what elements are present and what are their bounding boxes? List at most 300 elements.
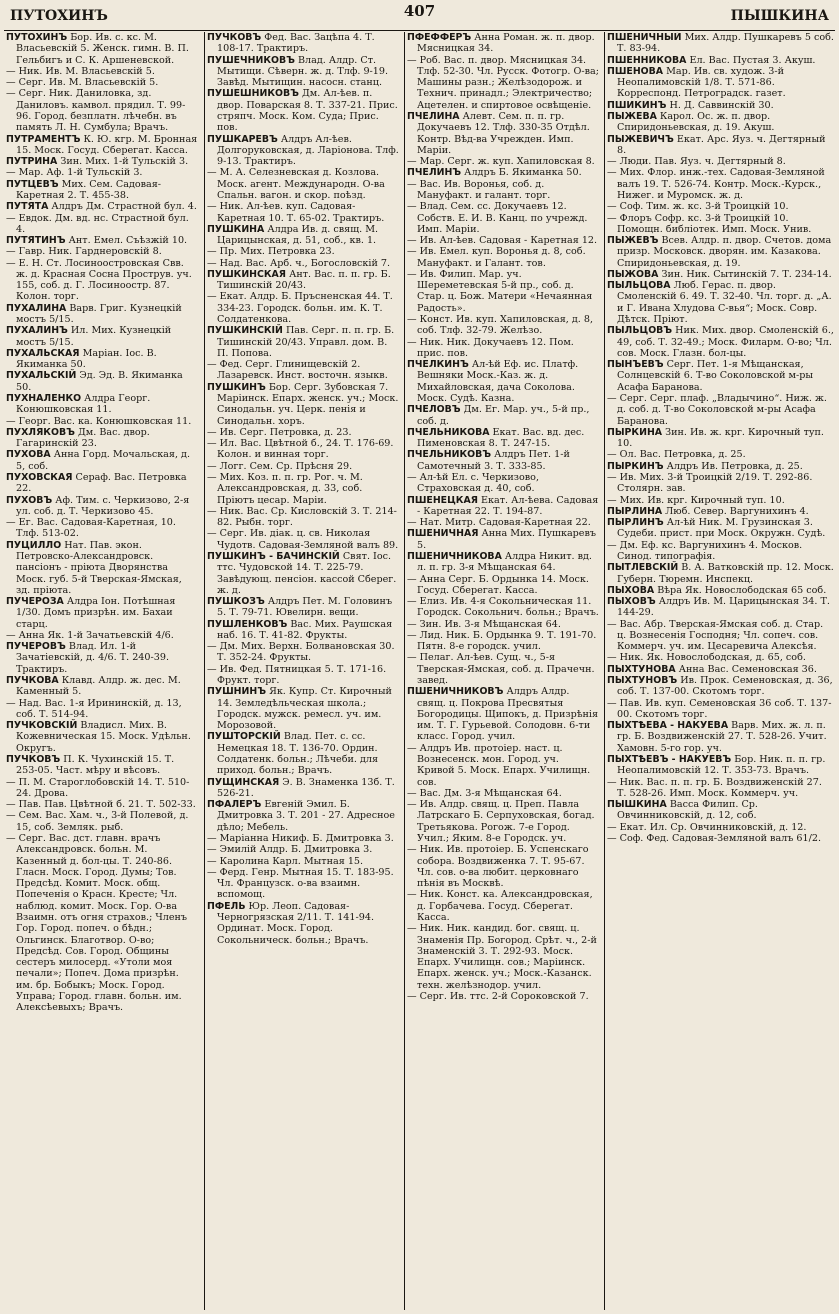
entry-text: — Ник. Конст. ка. Александровская, д. Горбачева. Госуд. Сберегат. Касса. — [407, 889, 593, 923]
entry-surname: ПУТРИНА — [6, 156, 58, 168]
entry-text: — Над. Вас. Арб. ч., Богословскій 7. — [207, 257, 391, 269]
entry-surname: ПШЕНИЧНЫЙ — [607, 32, 682, 43]
directory-entry — [405, 269, 601, 314]
directory-entry — [405, 55, 601, 111]
directory-entry — [405, 359, 601, 404]
entry-text: — Каролина Карл. Мытная 15. — [207, 855, 364, 867]
entry-surname: ПУХАЛЬСКАЯ — [6, 347, 80, 359]
entry-text: Фед. Вас. Зацѣпа 4. Т. 108-17. Трактиръ. — [217, 32, 375, 55]
directory-entry — [605, 201, 836, 212]
entry-surname: ПЫЛЬЦОВЪ — [607, 325, 673, 337]
entry-surname: ПЫШКИНА — [607, 799, 667, 811]
entry-text: Ал-ѣй Еф. ис. Платф. Вешняки Моск.-Каз. ж. д. Михайловская, дача Соколова. Моск. Судѣ. Казна. — [417, 359, 579, 404]
directory-entry — [605, 777, 836, 800]
entry-text: Ел. Вас. Пустая 3. Акуш. — [686, 54, 816, 66]
entry-text: Анна Мих. Пушкаревъ 5. — [417, 528, 596, 551]
entry-text: Алдръ Ив. М. Царицынская 34. Т. 144-29. — [617, 596, 830, 619]
entry-text: — Мар. Серг. ж. куп. Хапиловская 8. — [407, 156, 595, 168]
entry-text: Маріан. Іос. В. Якиманка 50. — [16, 347, 157, 371]
directory-entry — [405, 686, 601, 742]
directory-entry — [605, 833, 836, 844]
entry-text: — Серг. Ив. М. Власьевскій 5. — [6, 77, 159, 89]
directory-entry — [205, 291, 401, 325]
entry-text: Юр. Леоп. Садовая-Черногрязская 2/11. Т. 141-94. Ординат. Моск. Город. Сокольническ. больн.; Врачъ. — [217, 900, 374, 946]
entry-text: Алдръ Дм. Страстной бул. 4. — [48, 201, 197, 213]
directory-entry — [4, 77, 200, 88]
entry-text: Эд. Эд. В. Якиманка 50. — [16, 370, 183, 393]
entry-text: — Дм. Мих. Верхн. Болвановская 30. Т. 352-24. Фрукты. — [207, 641, 395, 664]
directory-entry — [405, 314, 601, 337]
entry-text: Алдра Георг. Конюшковская 11. — [16, 393, 151, 416]
header-rule — [4, 30, 835, 31]
entry-text: Як. Купр. Ст. Кирочный 14. Земледѣльческая школа.; Городск. мужск. ремесл. уч. им. Морозовой. — [217, 686, 392, 732]
directory-entry — [205, 382, 401, 427]
directory-entry — [605, 698, 836, 721]
entry-surname: ПШЕНЕЦКАЯ — [407, 494, 478, 506]
directory-entry — [405, 111, 601, 156]
directory-entry — [405, 551, 601, 574]
entry-text: Сераф. Вас. Петровка 22. — [16, 471, 187, 495]
entry-text: Дм. Ег. Мар. уч., 5-й пр., соб. д. — [417, 404, 590, 427]
entry-text: — Ив. Серг. Петровка, д. 23. — [207, 426, 352, 438]
directory-entry — [4, 235, 200, 246]
entry-text: Алдръ Б. Якиманка 50. — [461, 167, 582, 179]
directory-entry — [4, 393, 200, 416]
directory-entry — [605, 32, 836, 55]
entry-surname: ПЫЖОВА — [607, 268, 659, 280]
directory-entry — [205, 258, 401, 269]
entry-surname: ПЫХОВА — [607, 584, 655, 596]
entry-surname: ПУЧЕРОВЪ — [6, 641, 66, 653]
running-head-left: ПУТОХИНЪ — [10, 8, 108, 24]
directory-entry — [405, 235, 601, 246]
directory-entry — [205, 246, 401, 257]
entry-text: — Ег. Вас. Садовая-Каретная, 10. Тлф. 513-02. — [6, 517, 176, 540]
entry-text: — Вас. Дм. 3-я Мѣщанская 64. — [407, 787, 562, 799]
directory-entry — [205, 619, 401, 642]
entry-text: — Ник. Вас. Ср. Кисловскій 3. Т. 214-82. Рыбн. торг. — [207, 505, 397, 529]
directory-entry — [405, 596, 601, 619]
entry-surname: ПУХОВЪ — [6, 494, 53, 506]
directory-entry — [405, 156, 601, 167]
entry-text: Ил. Мих. Кузнецкій мостъ 5/15. — [16, 325, 172, 348]
directory-entry — [605, 66, 836, 100]
entry-surname: ПШЕНИЧНИКОВЪ — [407, 686, 504, 698]
entry-text: Алдръ Пет. М. Головинъ 5. Т. 79-71. Ювелирн. вещи. — [217, 596, 393, 619]
entry-text: — Ив. Филип. Мар. уч. Шереметевская 5-й пр., соб. д. Стар. ц. Бож. Матери «Нечаянная Радость». — [407, 268, 593, 314]
entry-text: Алдръ Алдр. свящ. ц. Покрова Пресвятыя Богородицы. Щипокъ, д. Призрѣнія им. Т. Г. Гурьевой. Солодовн. 6-ти класс. Город. учил. — [417, 686, 599, 743]
directory-entry — [4, 810, 200, 833]
directory-entry — [205, 167, 401, 201]
entry-text: Екат. Вас. вд. дес. Пименовская 8. Т. 247-15. — [417, 426, 585, 450]
directory-entry — [605, 235, 836, 269]
directory-entry — [205, 856, 401, 867]
entry-surname: ПЫНЪЕВЪ — [607, 359, 664, 371]
entry-text: — Нат. Митр. Садовая-Каретная 22. — [407, 517, 591, 529]
directory-entry — [4, 213, 200, 236]
entry-text: Карол. Ос. ж. п. двор. Спиридоньевская, д. 19. Акуш. — [617, 110, 775, 134]
directory-entry — [4, 427, 200, 450]
entry-surname: ПЫЖЕВЪ — [607, 235, 659, 247]
directory-entry — [4, 540, 200, 596]
entry-text: Влад. Ил. 1-й Зачатіевскій, д. 4/6. Т. 240-39. Трактиръ. — [16, 641, 169, 675]
directory-entry — [205, 596, 401, 619]
entry-text: Васса Филип. Ср. Овчинниковскій, д. 12, соб. — [617, 799, 758, 822]
directory-entry — [4, 630, 200, 641]
entry-text: Варв. Мих. ж. л. п. гр. Б. Воздвиженскій 27. Т. 528-26. Учит. Хамовн. 5-го гор. уч. — [617, 720, 827, 754]
directory-entry — [605, 449, 836, 460]
directory-entry — [405, 517, 601, 528]
entry-text: Екат. Арс. Яуз. ч. Дегтярный 8. — [617, 133, 826, 156]
entry-text: Алдра Іон. Потѣшная 1/30. Домъ призрѣн. им. Бахаи старц. — [16, 596, 176, 630]
entry-text: — П. М. Староглобовскій 14. Т. 510-24. Дрова. — [6, 776, 190, 799]
entry-text: — Георг. Вас. ка. Конюшковская 11. — [6, 415, 192, 427]
directory-entry — [205, 224, 401, 247]
entry-text: Ант. Вас. п. п. гр. Б. Тишинскій 20/43. — [217, 268, 391, 292]
directory-entry — [4, 754, 200, 777]
entry-text: Люб. Север. Варгунихинъ 4. — [662, 505, 809, 517]
entry-text: Мих. Алдр. Пушкаревъ 5 соб. Т. 83-94. — [617, 32, 834, 55]
entry-surname: ПУЦИЛЛО — [6, 539, 62, 551]
entry-text: Люб. Герас. п. двор. Смоленскій 6. 49. Т. 32-40. Чл. торг. д. „А. и Г. Ивана Хлудова С-вья“; Моск. Совр. Дѣтск. Пріют. — [617, 280, 832, 326]
column-2 — [204, 32, 401, 1310]
entry-surname: ПУШНИНЪ — [207, 686, 267, 698]
entry-surname: ПУШКИНЪ - БАЧИНСКІЙ — [207, 550, 340, 562]
directory-entry — [4, 32, 200, 66]
directory-entry — [405, 167, 601, 178]
entry-text: Ал-ѣй Ник. М. Грузинская 3. Судеби. прист. при Моск. Окружн. Судѣ. — [617, 517, 826, 540]
directory-entry — [205, 269, 401, 292]
entry-text: Владисл. Мих. В. Кожевническая 15. Моск. Удѣльн. Округъ. — [16, 720, 191, 754]
directory-entry — [4, 675, 200, 698]
directory-entry — [4, 66, 200, 77]
directory-entry — [405, 991, 601, 1002]
entry-text: Алдра Ив. д. свящ. М. Царицынская, д. 51, соб., кв. 1. — [217, 223, 379, 247]
directory-entry — [605, 720, 836, 754]
entry-text: — Елиз. Ив. 4-я Сокольническая 11. Городск. Сокольнич. больн.; Врачъ. — [407, 596, 599, 619]
directory-entry — [4, 134, 200, 157]
directory-entry — [4, 449, 200, 472]
entry-surname: ПШЕННИКОВА — [607, 54, 687, 66]
directory-entry — [4, 472, 200, 495]
directory-entry — [605, 664, 836, 675]
directory-entry — [605, 652, 836, 663]
entry-surname: ПУЧЕРОЗА — [6, 596, 64, 608]
entry-surname: ПЫХТѢЕВЪ - НАКУЕВЪ — [607, 754, 732, 765]
directory-entry — [205, 641, 401, 664]
entry-text: — Лид. Ник. Б. Ордынка 9. Т. 191-70. Пятн. 8-е городск. учил. — [407, 629, 597, 653]
entry-text: Свят. Іос. ттс. Чудовской 14. Т. 225-79. Завѣдующ. пенсіон. кассой Сберег. ж. д. — [217, 550, 397, 596]
entry-surname: ПЧЕЛИНА — [407, 110, 460, 122]
entry-text: Вас. Мих. Раушская наб. 16. Т. 41-82. Фрукты. — [217, 618, 393, 641]
entry-text: Алдръ Ал-ѣев. Долгоруковская, д. Ларіонова. Тлф. 9-13. Трактиръ. — [217, 133, 399, 168]
directory-entry — [405, 528, 601, 551]
directory-entry — [605, 585, 836, 596]
entry-text: — Дм. Еф. кс. Варгунихинъ 4. Москов. Синод. типографія. — [607, 539, 803, 562]
entry-surname: ПЫЛЬЦОВА — [607, 280, 671, 292]
entry-text: — Серг. Ник. Даниловка, зд. Даниловъ. камвол. прядил. Т. 99-96. Город. безплатн. лѣчебн. въ память Л. Н. Сумбула; Врачъ. — [6, 88, 186, 134]
directory-entry — [605, 269, 836, 280]
entry-surname: ПФЕФФЕРЪ — [407, 32, 472, 43]
directory-entry — [205, 506, 401, 529]
entry-text: — Пр. Мих. Петровка 23. — [207, 246, 335, 258]
entry-surname: ПЫЖЕВИЧЪ — [607, 133, 674, 145]
entry-text: — Ник. Ив. протоіер. Б. Успенскаго собора. Воздвиженка 7. Т. 95-67. Чл. сов. о-ва любит. церковнаго пѣнія въ Москвѣ. — [407, 844, 589, 890]
directory-entry — [4, 179, 200, 202]
directory-entry — [4, 258, 200, 303]
entry-surname: ПЧЕЛЬНИКОВЪ — [407, 449, 492, 461]
entry-surname: ПУТОХИНЪ — [6, 32, 68, 43]
entry-text: Ник. Мих. двор. Смоленскій 6., 49, соб. Т. 32-49.; Моск. Филарм. О-во; Чл. сов. Моск. Глазн. бол-цы. — [617, 325, 834, 359]
entry-text: Зин. Ник. Сытинскій 7. Т. 234-14. — [658, 268, 832, 280]
entry-text: — Сем. Вас. Хам. ч., 3-й Полевой, д. 15, соб. Земляк. рыб. — [6, 810, 189, 833]
entry-surname: ПШЕНИЧНАЯ — [407, 528, 479, 540]
entry-text: — Мих. Коз. п. п. гр. Рог. ч. М. Александровская, д. 33, соб. Пріютъ цесар. Маріи. — [207, 471, 363, 506]
entry-text: Анна Горд. Мочальская, д. 5, соб. — [16, 449, 191, 472]
directory-entry — [205, 55, 401, 89]
directory-entry — [205, 844, 401, 855]
entry-surname: ПЫТЛЕВСКІЙ — [607, 562, 679, 574]
entry-text: — Серг. Ив. ттс. 2-й Сороковской 7. — [407, 990, 589, 1002]
directory-entry — [405, 179, 601, 202]
entry-text: — Анна Як. 1-й Зачатьевскій 4/6. — [6, 629, 174, 641]
entry-text: Дм. Ал-ѣев. п. двор. Поварская 8. Т. 337-21. Прис. стряпч. Моск. Ком. Суда; Прис. пов. — [217, 88, 398, 134]
entry-surname: ПУШКИНЪ — [207, 381, 266, 393]
entry-text: — Конст. Ив. куп. Хапиловская, д. 8, соб. Тлф. 32-79. Желѣзо. — [407, 314, 594, 337]
entry-text: Алдръ Пет. 1-й Самотечный 3. Т. 333-85. — [417, 449, 570, 472]
directory-entry — [4, 596, 200, 630]
entry-text: Мар. Ив. св. худож. 3-й Неопалимовскій 1/8. Т. 571-86. Корреспонд. Петроградск. газет. — [617, 65, 786, 100]
entry-text: — Люди. Пав. Яуз. ч. Дегтярный 8. — [607, 156, 786, 168]
directory-entry — [4, 495, 200, 518]
entry-text: Евгеній Эмил. Б. Дмитровка 3. Т. 201 - 27. Адресное дѣло; Мебель. — [217, 799, 395, 833]
directory-entry — [205, 867, 401, 901]
entry-text: Ив. Прок. Семеновская, д. 36, соб. Т. 137-00. Скотомъ торг. — [617, 675, 833, 698]
entry-text: — Ник. Вас. п. п. гр. Б. Воздвиженскій 27. Т. 528-26. Имп. Моск. Коммерч. уч. — [607, 776, 822, 799]
entry-surname: ПУЧКОВЪ — [207, 32, 262, 43]
entry-surname: ПЫРЛИНЪ — [607, 517, 664, 529]
entry-surname: ПУШТОРСКІЙ — [207, 731, 281, 743]
directory-entry — [605, 619, 836, 653]
directory-entry — [205, 32, 401, 55]
entry-text: Бор. Ив. с. кс. М. Власьевскій 5. Женск. гимн. В. П. Гельбигъ и С. К. Аршеневской. — [16, 32, 189, 66]
entry-text: — Вас. Абр. Тверская-Ямская соб. д. Стар. ц. Вознесенія Господня; Чл. сопеч. сов. Коммерч. уч. им. Цесаревича Алексѣя. — [607, 618, 824, 653]
directory-entry — [205, 201, 401, 224]
entry-surname: ПУТЦЕВЪ — [6, 178, 59, 190]
entry-surname: ПУШЛЕНКОВЪ — [207, 618, 288, 630]
directory-entry — [4, 517, 200, 540]
directory-entry — [605, 213, 836, 236]
directory-entry — [605, 517, 836, 540]
directory-entry — [405, 337, 601, 360]
entry-surname: ПУЧКОВСКІЙ — [6, 720, 78, 732]
directory-entry — [4, 799, 200, 810]
entry-surname: ПУХАЛИНЪ — [6, 325, 68, 337]
entry-surname: ПУШКОЗЪ — [207, 596, 265, 608]
entry-surname: ПУХОВСКАЯ — [6, 471, 73, 483]
directory-entry — [605, 156, 836, 167]
entry-text: — Алдръ Ив. протоіер. наст. ц. Вознесенск. мон. Город. уч. Кривой 5. Моск. Епарх. Училищн. сов. — [407, 742, 591, 788]
entry-text: — Ив. Алдр. свящ. ц. Преп. Павла Латрскаго Б. Серпуховская, богад. Третьякова. Рогож. 7-е Город. Учил.; Яким. 8-е Городск. уч. — [407, 799, 595, 844]
directory-entry — [405, 495, 601, 518]
directory-entry — [205, 472, 401, 506]
directory-entry — [4, 303, 200, 326]
entry-text: — Мих. Флор. инж.-тех. Садовая-Земляной валъ 19. Т. 526-74. Контр. Моск.-Курск., Нижег. и Муромск. ж. д. — [607, 167, 825, 201]
entry-surname: ПШЕНОВА — [607, 65, 664, 77]
entry-text: — Ол. Вас. Петровка, д. 25. — [607, 449, 746, 461]
entry-text: В. А. Ватковскій пр. 12. Моск. Губерн. Тюремн. Инспекц. — [617, 562, 834, 585]
entry-text: — Роб. Вас. п. двор. Мясницкая 34. Тлф. 52-30. Чл. Русск. Фотогр. О-ва; Машины разн.; Желѣзодорож. и Технич. принадл.; Электричество; Ацетелен. и спиртовое освѣщеніе. — [407, 54, 599, 111]
entry-text: — Серг. Ив. діак. ц. св. Николая Чудотв. Садовая-Земляной валъ 89. — [207, 528, 399, 551]
directory-entry — [205, 325, 401, 359]
entry-surname: ПУХНАЛЕНКО — [6, 393, 82, 404]
entry-text: Влад. Алдр. Ст. Мытищи. Сѣверн. ж. д. Тлф. 9-19. Завѣд. Мытищин. насосн. станц. — [217, 54, 389, 89]
entry-surname: ПЫХТѢЕВА - НАКУЕВА — [607, 720, 729, 732]
entry-text: — Соф. Тим. ж. кс. 3-й Троицкій 10. — [607, 201, 789, 213]
entry-text: К. Ю. кгр. М. Бронная 15. Моск. Госуд. Сберегат. Касса. — [16, 133, 198, 156]
entry-text: — Соф. Фед. Садовая-Земляной валъ 61/2. — [607, 832, 822, 844]
entry-text: Бор. Серг. Зубовская 7. Маріинск. Епарх. женск. уч.; Моск. Синодальн. уч. Церк. пенія и Синодальн. хоръ. — [217, 381, 399, 427]
directory-entry — [405, 404, 601, 427]
directory-entry — [205, 777, 401, 800]
entry-text: — Ник. Як. Новослободская, д. 65, соб. — [607, 652, 806, 664]
entry-text: Мих. Сем. Садовая-Каретная 2. Т. 455-38. — [16, 178, 162, 201]
directory-entry — [605, 167, 836, 201]
directory-entry — [405, 574, 601, 597]
directory-entry — [605, 427, 836, 450]
directory-entry — [405, 449, 601, 472]
entry-text: — М. А. Селезневская д. Козлова. Моск. агент. Международн. О-ва Спальн. вагон. и скор. поѣзд. — [207, 167, 385, 201]
entry-surname: ПФАЛЕРЪ — [207, 799, 262, 811]
entry-text: — Ферд. Генр. Мытная 15. Т. 183-95. Чл. Французск. о-ва взаимн. вспомощ. — [207, 866, 394, 901]
entry-surname: ПЧЕЛОВЪ — [407, 404, 461, 416]
directory-entry — [4, 698, 200, 721]
entry-surname: ПШЕНИЧНИКОВА — [407, 550, 502, 562]
directory-entry — [205, 88, 401, 133]
entry-text: Серг. Пет. 1-я Мѣщанская, Солнцевскій 6. Т-во Соколовской м-ры Асафа Баранова. — [617, 359, 814, 393]
entry-text: — Ник. Ал-ѣев. куп. Садовая-Каретная 10. Т. 65-02. Трактиръ. — [207, 201, 385, 224]
entry-surname: ПЫРКИНЪ — [607, 460, 664, 472]
directory-entry — [405, 246, 601, 269]
entry-text: Н. Д. Саввинскій 30. — [666, 99, 774, 111]
entry-text: — Ив. Мих. 3-й Троицкій 2/19. Т. 292-86. Столярн. зав. — [607, 471, 813, 495]
directory-entry — [4, 88, 200, 133]
entry-text: — Пав. Ив. куп. Семеновская 36 соб. Т. 137-00. Скотомъ торг. — [607, 697, 832, 720]
entry-text: — Фед. Серг. Глинищевскій 2. Лазаревск. Инст. восточн. языкв. — [207, 359, 388, 382]
page-number: 407 — [403, 2, 436, 20]
directory-entry — [405, 630, 601, 653]
entry-text: Нат. Пав. экон. Петровско-Александровск. пансіонъ - пріюта Дворянства Моск. губ. 5-й Тверская-Ямская, зд. пріюта. — [16, 539, 182, 596]
directory-entry — [405, 427, 601, 450]
entry-text: — Логг. Сем. Ср. Прѣсня 29. — [207, 460, 353, 472]
entry-text: Дм. Вас. двор. Гагаринскій 23. — [16, 426, 150, 450]
entry-surname: ПУТРАМЕНТЪ — [6, 133, 81, 145]
directory-entry — [205, 461, 401, 472]
directory-entry — [605, 495, 836, 506]
entry-text: — Зин. Ив. 3-я Мѣщанская 64. — [407, 618, 561, 630]
running-head-right: ПЫШКИНА — [730, 8, 829, 24]
entry-text: Анна Вас. Семеновская 36. — [675, 663, 817, 675]
directory-entry — [205, 686, 401, 731]
column-1 — [4, 32, 200, 1310]
entry-text: Влад. Пет. с. сс. Немецкая 18. Т. 136-70. Ордин. Солдатенк. больн.; Лѣчеби. для приход. больн.; Врачъ. — [217, 731, 379, 777]
directory-columns — [4, 32, 835, 1310]
directory-entry — [205, 359, 401, 382]
entry-text: Анна Роман. ж. п. двор. Мясницкая 34. — [417, 32, 595, 55]
entry-text: — Серг. Серг. плаф. „Владычино“. Ниж. ж. д. соб. д. Т-во Соколовской м-ры Асафа Баранова. — [607, 393, 827, 427]
entry-text: Аф. Тим. с. Черкизово, 2-я ул. соб. д. Т. Черкизово 45. — [16, 494, 190, 517]
directory-entry — [405, 743, 601, 788]
page-header — [10, 0, 829, 30]
entry-text: — Ал-ѣй Ел. с. Черкизово, Страховская д. 40, соб. — [407, 471, 540, 495]
entry-text: — Екат. Ил. Ср. Овчинниковскій, д. 12. — [607, 821, 807, 833]
directory-entry — [605, 822, 836, 833]
directory-entry — [4, 348, 200, 371]
directory-entry — [205, 664, 401, 687]
directory-entry — [605, 461, 836, 472]
entry-text: Алевт. Сем. п. п. гр. Докучаевъ 12. Тлф. 330-35 Отдѣл. Контр. Вѣд-ва Учрежден. Имп. Маріи. — [417, 110, 590, 156]
directory-entry — [605, 100, 836, 111]
entry-text: — Над. Вас. 1-я Ирининскій, д. 13, соб. Т. 514-94. — [6, 697, 182, 720]
directory-entry — [405, 619, 601, 630]
directory-entry — [205, 551, 401, 596]
directory-entry — [405, 889, 601, 923]
entry-surname: ПУТЯТИНЪ — [6, 235, 66, 247]
entry-text: Алдра Никит. вд. л. п. гр. 3-я Мѣщанская 64. — [417, 550, 592, 574]
entry-text: — Пав. Пав. Цвѣтной б. 21. Т. 502-33. — [6, 799, 196, 811]
entry-surname: ПУТЯТА — [6, 201, 49, 213]
entry-text: — Мар. Аф. 1-й Тульскій 3. — [6, 167, 143, 179]
entry-text: — Пелаг. Ал-ѣев. Сущ. ч., 5-я Тверская-Ямская, соб. д. Прачечн. завед. — [407, 652, 595, 687]
directory-entry — [205, 731, 401, 776]
entry-surname: ПЫРЛИНА — [607, 505, 663, 517]
directory-entry — [205, 528, 401, 551]
entry-surname: ПУШКИНСКІЙ — [207, 325, 283, 337]
directory-entry — [4, 641, 200, 675]
entry-text: Всев. Алдр. п. двор. Счетов. дома призр. Московск. дворян. им. Казакова. Спиридоньевская, д. 19. — [617, 235, 832, 269]
entry-text: — Гавр. Ник. Гарднеровскій 8. — [6, 246, 162, 258]
entry-text: — Флоръ Софр. кс. 3-й Троицкій 10. Помощн. библіотек. Имп. Моск. Унив. — [607, 212, 812, 235]
entry-text: Вѣра Як. Новослободская 65 соб. — [654, 584, 827, 596]
directory-entry — [605, 799, 836, 822]
entry-text: — Серг. Вас. дст. главн. врачъ Александровск. больн. М. Казенный д. бол-цы. Т. 240-86. Гласн. Моск. Город. Думы; Тов. Предсѣд. Комит. Моск. общ. Попеченія о Красн. Кресте; Чл. наблюд. комит. Моск. Гор. О-ва Взаимн. отъ огня страхов.; Членъ Гор. Город. попеч. о бѣдн.; Ольгинск. Благотвор. О-во; Предсѣд. Сов. Город. Общины сестеръ милосерд. «Утоли моя печали»; Попеч. Дома призрѣн. им. бр. Бобыкъ; Моск. Город. Управа; Город. главн. больн. им. Алексѣевыхъ; Врачъ. — [6, 832, 188, 1014]
entry-text: — Мих. Ив. крг. Кирочный туп. 10. — [607, 494, 785, 506]
entry-surname: ПУШКАРЕВЪ — [207, 133, 278, 145]
directory-entry — [205, 833, 401, 844]
entry-text: — Ник. Ник. Докучаевъ 12. Пом. прис. пов. — [407, 336, 574, 359]
directory-entry — [205, 134, 401, 168]
directory-entry — [4, 246, 200, 257]
entry-surname: ПЫХТУНОВЪ — [607, 675, 678, 687]
entry-text: — Ив. Фед. Пятницкая 5. Т. 171-16. Фрукт. торг. — [207, 663, 387, 687]
entry-text: — Влад. Сем. сс. Докучаевъ 12. Собств. Е. И. В. Канц. по учрежд. Имп. Маріи. — [407, 201, 588, 235]
directory-entry — [605, 472, 836, 495]
directory-entry — [605, 506, 836, 517]
column-3 — [404, 32, 601, 1310]
entry-text: — Ив. Ал-ѣев. Садовая - Каретная 12. — [407, 235, 598, 247]
directory-entry — [405, 799, 601, 844]
entry-text: Э. В. Знаменка 13б. Т. 526-21. — [217, 776, 395, 799]
entry-text: — Эмилій Алдр. Б. Дмитровка 3. — [207, 844, 373, 856]
entry-text: — Е. Н. Ст. Лосиноостровская Свв. ж. д. Красная Сосна Прострув. уч. 155, соб. д. Г. Лосиноостр. 87. Колон. торг. — [6, 257, 192, 303]
entry-surname: ПФЕЛЬ — [207, 900, 246, 912]
directory-entry — [405, 472, 601, 495]
entry-text: — Ив. Емел. куп. Воронья д. 8, соб. Мануфакт. и Галант. тов. — [407, 246, 586, 269]
entry-surname: ПУЧКОВА — [6, 675, 59, 687]
directory-entry — [605, 325, 836, 359]
entry-text: — Ник. Ник. кандид. бог. свящ. ц. Знаменія Пр. Богород. Срѣт. ч., 2-й Знаменскій 3. Т. 292-93. Моск. Епарх. Училищн. сов.; Маріинск. Епарх. женск. уч.; Моск.-Казанск. техн. желѣзнодор. учил. — [407, 923, 597, 991]
directory-entry — [605, 754, 836, 777]
